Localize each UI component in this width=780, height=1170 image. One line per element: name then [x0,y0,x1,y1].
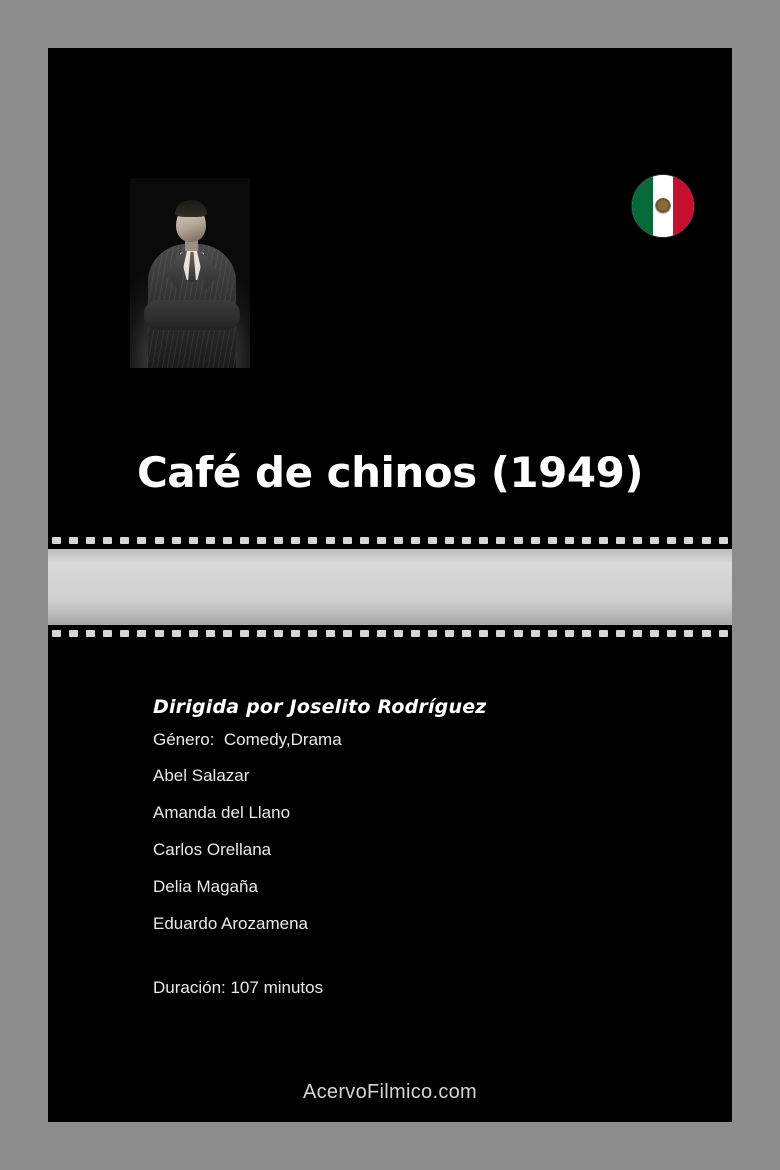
film-perforation [514,537,523,544]
film-perforation [120,537,129,544]
duration-line: Duración: 107 minutos [153,978,324,997]
film-perforation [428,537,437,544]
film-perforation [52,537,61,544]
actor-portrait-photo [130,178,250,368]
film-perforation [616,537,625,544]
film-perforation [411,630,420,637]
film-perforation [650,537,659,544]
director-line: Dirigida por Joselito Rodríguez [153,696,487,718]
film-perforation [172,537,181,544]
poster-top-panel [48,48,732,532]
film-perforation [360,630,369,637]
film-perforation [719,537,728,544]
film-perforation [326,537,335,544]
movie-poster [48,48,732,1122]
film-perforation [702,630,711,637]
film-perforation [155,537,164,544]
film-perforation [394,630,403,637]
film-perforation [343,537,352,544]
film-perforation [206,537,215,544]
flag-emblem-icon [655,198,671,214]
film-perforation [240,630,249,637]
film-perforation [684,537,693,544]
film-perforation [548,537,557,544]
film-perforation [189,630,198,637]
film-perforation [531,537,540,544]
site-watermark: AcervoFilmico.com [302,1081,478,1103]
flag-stripe-red [673,175,694,237]
film-perforation [479,537,488,544]
film-perforation [240,537,249,544]
film-perforation [684,630,693,637]
film-perforation [394,537,403,544]
film-perforation [702,537,711,544]
film-perforation [189,537,198,544]
film-perforation [257,630,266,637]
film-perforation [548,630,557,637]
film-perforation [308,537,317,544]
film-perforation [462,537,471,544]
credits-content [153,696,692,998]
film-perforation [69,537,78,544]
film-strip-decoration [48,532,732,642]
film-perforation-row-bottom [48,625,732,642]
film-perforation [616,630,625,637]
film-perforation [274,630,283,637]
film-perforation [291,630,300,637]
film-perforation [531,630,540,637]
film-perforation [120,630,129,637]
film-perforation [155,630,164,637]
flag-stripe-green [632,175,653,237]
film-perforation [326,630,335,637]
film-perforation [223,630,232,637]
film-perforation [377,630,386,637]
film-perforation [308,630,317,637]
film-perforation [667,630,676,637]
film-perforation [496,630,505,637]
film-perforation [343,630,352,637]
film-perforation [274,537,283,544]
film-perforation [206,630,215,637]
film-perforation [582,630,591,637]
film-perforation [86,630,95,637]
mexico-flag-badge-icon [632,175,694,237]
list-item: Carlos Orellana [153,840,272,859]
film-perforation [719,630,728,637]
film-perforation [223,537,232,544]
film-perforation [360,537,369,544]
film-perforation [599,537,608,544]
film-perforation [137,537,146,544]
film-perforation [103,630,112,637]
film-perforation [257,537,266,544]
portrait-arms [144,300,240,330]
film-perforation [514,630,523,637]
poster-credits-panel [48,642,732,1122]
list-item: Delia Magaña [153,877,258,896]
list-item: Abel Salazar [153,766,250,785]
cast-list [153,766,692,934]
film-perforation [633,537,642,544]
film-perforation [445,630,454,637]
film-perforation [103,537,112,544]
film-perforation [377,537,386,544]
movie-title: Café de chinos (1949) [136,448,644,497]
film-perforation [565,630,574,637]
film-perforation [291,537,300,544]
film-perforation [411,537,420,544]
film-perforation [462,630,471,637]
film-perforation [445,537,454,544]
film-perforation [86,537,95,544]
list-item: Amanda del Llano [153,803,291,822]
film-perforation [172,630,181,637]
film-perforation [479,630,488,637]
film-perforation [633,630,642,637]
film-perforation [599,630,608,637]
film-perforation [582,537,591,544]
film-perforation [496,537,505,544]
film-perforation [667,537,676,544]
film-perforation [69,630,78,637]
list-item: Eduardo Arozamena [153,914,308,933]
film-perforation [650,630,659,637]
film-perforation-row-top [48,532,732,549]
film-perforation [428,630,437,637]
genre-line: Género: Comedy,Drama [153,730,342,749]
film-perforation [565,537,574,544]
film-perforation [52,630,61,637]
film-perforation [137,630,146,637]
